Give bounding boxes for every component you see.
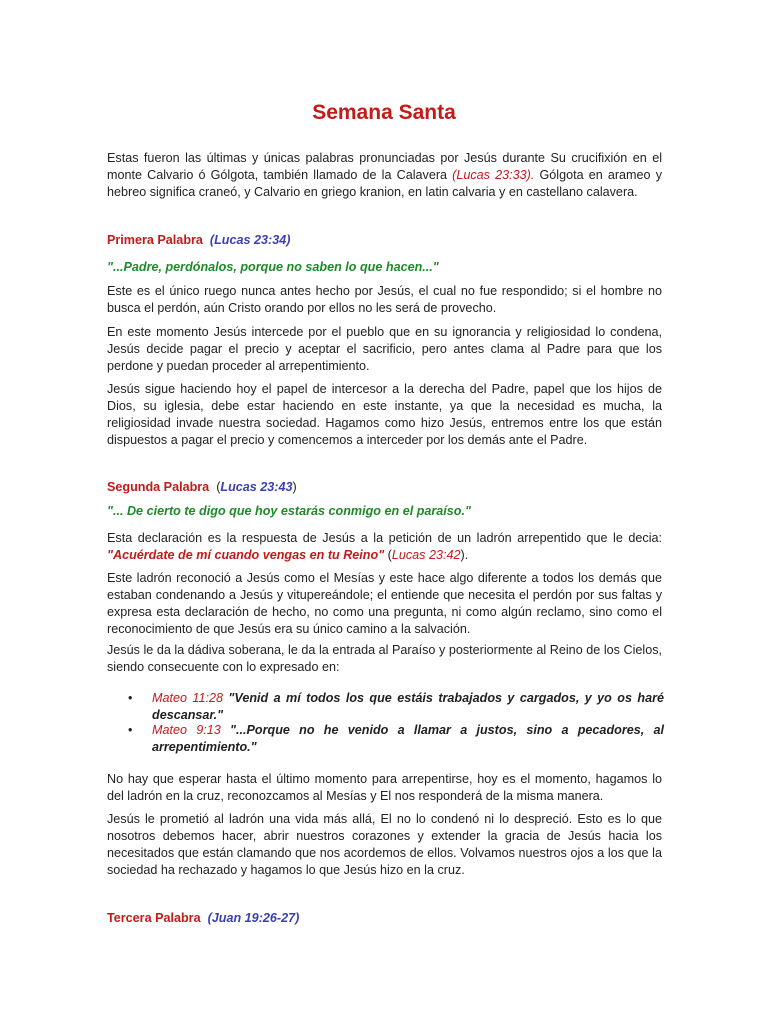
segunda-paragraph-5: Jesús le prometió al ladrón una vida más allá, El no lo condenó ni lo despreció. Esto es lo que nosotros debemos hacer, abrir nuestros corazones y extender la gracia de Jesús hacia los necesitados que están clamando que nos acordemos de ellos. Volvamos nuestros ojos a los que la sociedad ha rechazado y hagamos lo que Jesús hizo en la cruz. — [107, 812, 662, 877]
segunda-p1-close: ). — [460, 548, 469, 562]
bullet-quote: "...Porque no he venido a llamar a justos, sino a pecadores, al arrepentimiento." — [152, 723, 664, 754]
bullet-item — [128, 722, 668, 758]
segunda-p1-quote: "Acuérdate de mí cuando vengas en tu Reino" — [107, 548, 385, 562]
primera-paragraph-3: Jesús sigue haciendo hoy el papel de intercesor a la derecha del Padre, papel que los hijos de Dios, su iglesia, debe estar haciendo en este instante, ya que la necesidad es mucha, la religiosidad invade nuestra sociedad. Hagamos como hizo Jesús, entremos entre los que están dispuestos a pagar el precio y comencemos a interceder por los demás ante el Padre. — [107, 382, 662, 447]
segunda-heading-label: Segunda Palabra — [107, 480, 210, 494]
segunda-paragraph-4: No hay que esperar hasta el último momento para arrepentirse, hoy es el momento, hagamos lo del ladrón en la cruz, reconozcamos al Mesías y El nos responderá de la misma manera. — [107, 772, 662, 803]
segunda-p1-open: ( — [384, 548, 392, 562]
segunda-ref-close: ) — [292, 480, 297, 494]
tercera-heading-first: T — [107, 911, 114, 925]
segunda-paragraph-2: Este ladrón reconoció a Jesús como el Mesías y este hace algo diferente a todos los demás que estaban condenando a Jesús y vitupereándole; el entiende que necesita el perdón por sus faltas y expresa esta declaración de hecho, no como una pregunta, ni como algún reclamo, sino como el reconocimiento de que Jesús era su único camino a la salvación. — [107, 571, 662, 636]
bullet-text — [152, 690, 664, 724]
tercera-reference: (Juan 19:26-27) — [207, 911, 300, 925]
primera-paragraph-2: En este momento Jesús intercede por el pueblo que en su ignorancia y religiosidad lo condena, Jesús decide pagar el precio y aceptar el sacrificio, pero antes clama al Padre para que los perdone y puedan proceder al arrepentimiento. — [107, 325, 662, 373]
tercera-heading — [107, 911, 299, 925]
primera-reference: (Lucas 23:34) — [209, 233, 291, 247]
primera-heading — [107, 233, 290, 247]
segunda-ref-open: ( — [216, 480, 221, 494]
segunda-reference: Lucas 23:43 — [220, 480, 293, 494]
segunda-quote: "... De cierto te digo que hoy estarás conmigo en el paraíso." — [107, 504, 471, 518]
segunda-paragraph-3: Jesús le da la dádiva soberana, le da la entrada al Paraíso y posteriormente al Reino de los Cielos, siendo consecuente con lo expresado en: — [107, 643, 662, 674]
segunda-p1-text: Esta declaración es la respuesta de Jesús a la petición de un ladrón arrepentido que le decia: — [107, 531, 662, 545]
segunda-paragraph-1 — [107, 530, 662, 564]
intro-reference: (Lucas 23:33). — [452, 168, 535, 182]
bullet-item — [128, 690, 668, 726]
primera-quote: "...Padre, perdónalos, porque no saben lo que hacen..." — [107, 260, 439, 274]
intro-text-end: Gólgota en arameo y hebreo significa craneó, y Calvario en griego kranion, en latin calvaria y en castellano calavera. — [107, 168, 662, 199]
tercera-heading-label: ercera Palabra — [113, 911, 201, 925]
bullet-dot: • — [128, 691, 133, 705]
bullet-dot: • — [128, 723, 133, 737]
bullet-quote: "Venid a mí todos los que estáis trabajados y cargados, y yo os haré descansar." — [152, 691, 664, 722]
primera-paragraph-1: Este es el único ruego nunca antes hecho por Jesús, el cual no fue respondido; si el hombre no busca el perdón, aún Cristo orando por ellos no les será de provecho. — [107, 284, 662, 315]
page-title: Semana Santa — [312, 101, 456, 124]
bullet-text — [152, 722, 664, 756]
bullet-reference: Mateo 9:13 — [152, 723, 221, 737]
primera-heading-label: Primera Palabra — [107, 233, 203, 247]
bullet-reference: Mateo 11:28 — [152, 691, 223, 705]
segunda-p1-reference: Lucas 23:42 — [391, 548, 461, 562]
segunda-heading — [107, 480, 297, 494]
intro-text-start: Estas fueron las últimas y únicas palabras pronunciadas por Jesús durante Su crucifixión en el monte Calvario ó Gólgota, también llamado de la Calavera — [107, 151, 662, 182]
intro-paragraph — [107, 150, 662, 201]
